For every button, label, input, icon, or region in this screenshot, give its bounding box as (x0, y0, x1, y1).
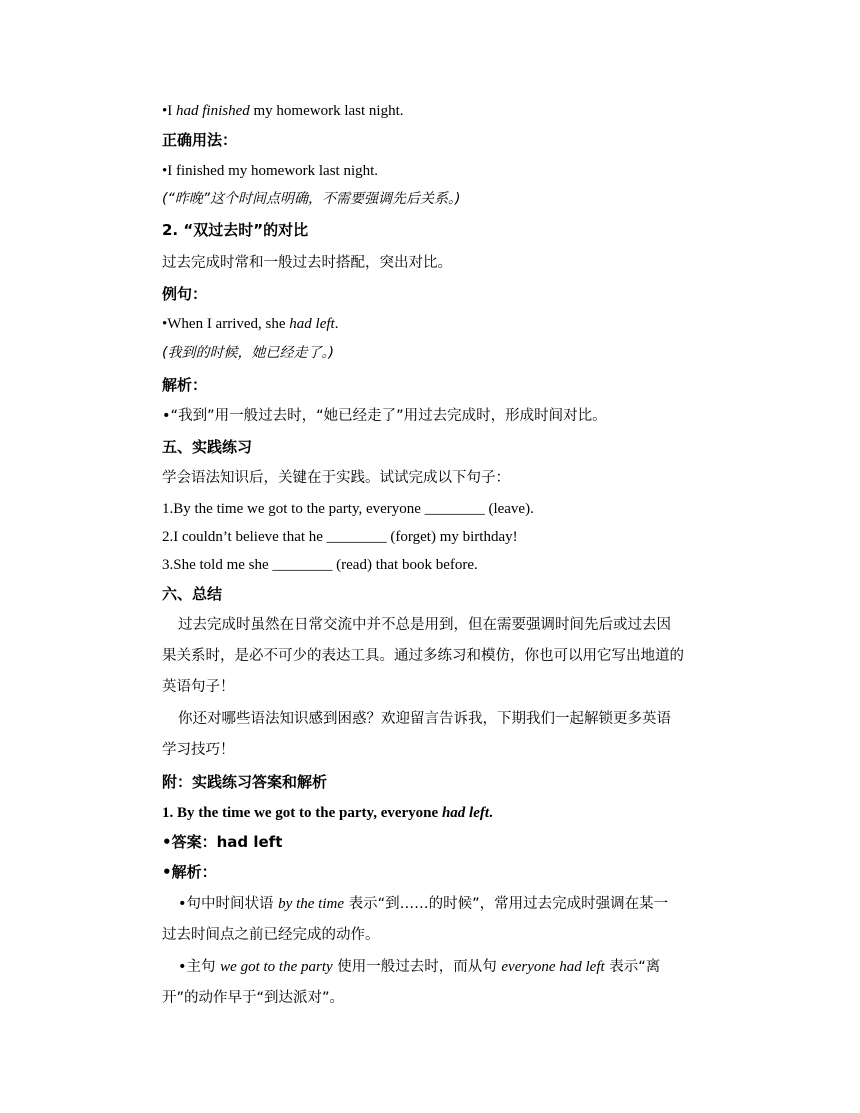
paragraph: 学会语法知识后，关键在于实践。试试完成以下句子： (162, 470, 510, 486)
summary-paragraph-line: 过去完成时虽然在日常交流中并不总是用到，但在需要强调时间先后或过去因 (178, 617, 671, 633)
correct-usage-label: 正确用法： (162, 131, 238, 149)
section-heading-5: 五、实践练习 (162, 438, 253, 456)
summary-paragraph-line: 英语句子！ (162, 679, 235, 695)
emphasis-text: had left (289, 316, 335, 332)
analysis-text: •主句 we got to the party 使用一般过去时，而从句 everyone had left 表示“离 (178, 959, 661, 975)
exercise-item: 2.I couldn’t believe that he ________ (forget) my birthday! (162, 529, 518, 545)
translation-note: (我到的时候，她已经走了。) (162, 345, 334, 361)
section-heading-6: 六、总结 (162, 585, 223, 603)
closing-paragraph-line: 学习技巧！ (162, 742, 235, 758)
exercise-item: 1.By the time we got to the party, everyone ________ (leave). (162, 501, 534, 517)
example-correct-sentence: •I finished my homework last night. (162, 163, 379, 179)
closing-paragraph-line: 你还对哪些语法知识感到困惑？欢迎留言告诉我，下期我们一起解锁更多英语 (178, 711, 671, 727)
analysis-text: •句中时间状语 by the time 表示“到……的时候”，常用过去完成时强调在某一 (178, 896, 669, 912)
analysis-label: 解析： (162, 376, 208, 394)
answer-label: •答案：had left (162, 833, 283, 851)
analysis-text: 开”的动作早于“到达派对”。 (162, 990, 345, 1006)
answer-sentence: 1. By the time we got to the party, everyone had left. (162, 805, 493, 821)
emphasis-text: by the time (278, 896, 344, 912)
translation-note: (“昨晚”这个时间点明确，不需要强调先后关系。) (162, 191, 461, 207)
analysis-label: •解析： (162, 863, 217, 881)
emphasis-text: had finished (176, 103, 250, 119)
emphasis-text: had left (441, 805, 490, 821)
analysis-text: 过去时间点之前已经完成的动作。 (162, 927, 380, 943)
summary-paragraph-line: 果关系时，是必不可少的表达工具。通过多练习和模仿，你也可以用它写出地道的 (162, 648, 684, 664)
section-heading-2: 2. “双过去时”的对比 (162, 221, 309, 239)
paragraph: 过去完成时常和一般过去时搭配，突出对比。 (162, 255, 452, 271)
analysis-text: •“我到”用一般过去时，“她已经走了”用过去完成时，形成时间对比。 (162, 408, 607, 424)
example-label: 例句： (162, 285, 208, 303)
emphasis-text: everyone had left (501, 959, 605, 975)
example-sentence: •When I arrived, she had left. (162, 316, 339, 332)
emphasis-text: we got to the party (220, 959, 333, 975)
appendix-heading: 附：实践练习答案和解析 (162, 773, 328, 791)
example-wrong-sentence: •I had finished my homework last night. (162, 103, 404, 119)
exercise-item: 3.She told me she ________ (read) that book before. (162, 557, 478, 573)
